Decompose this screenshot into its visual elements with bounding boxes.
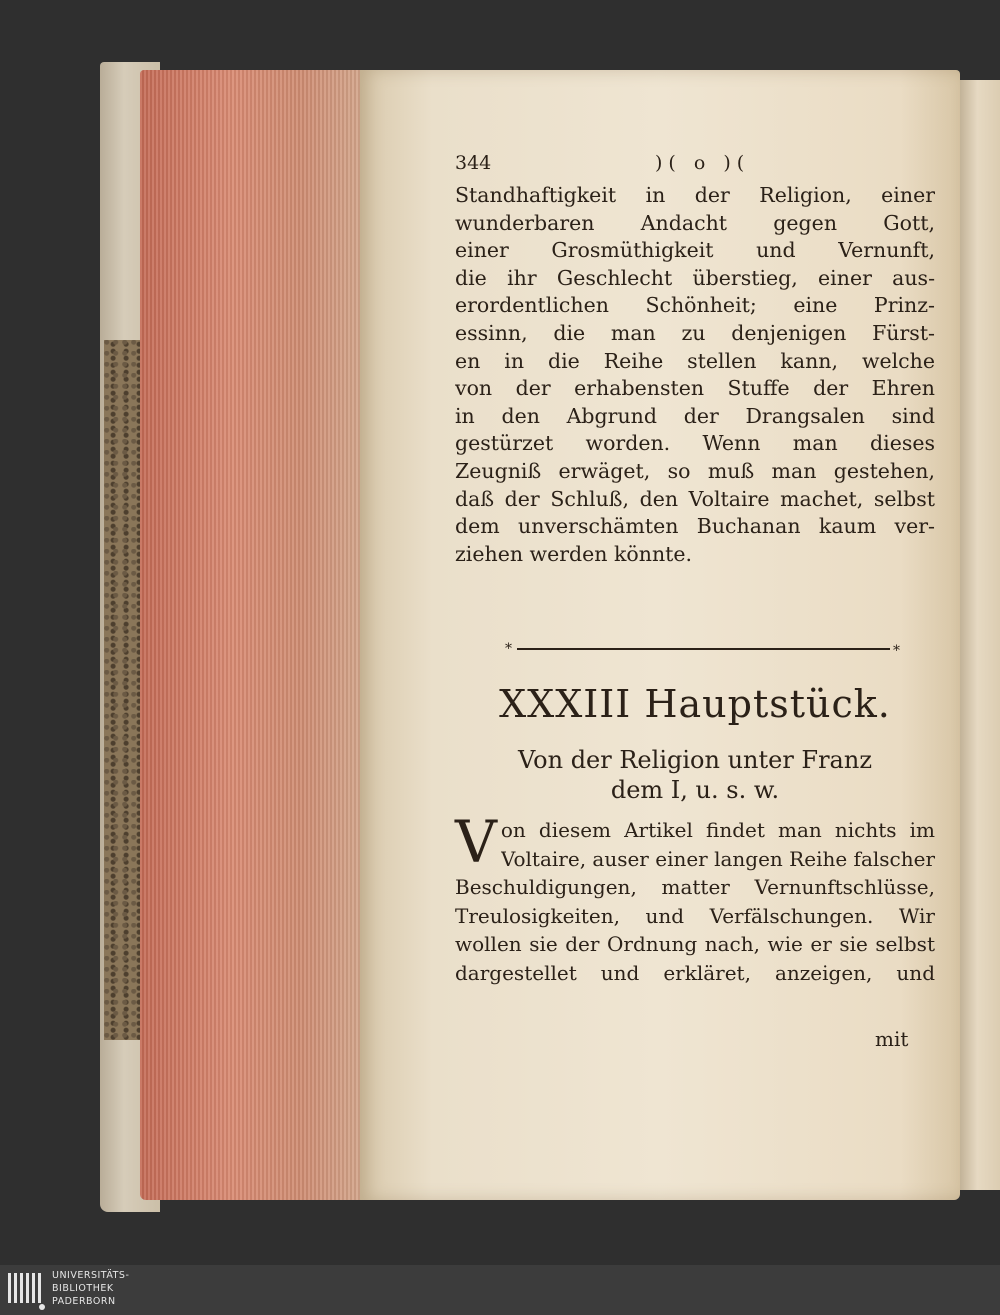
footer-bar [0, 1265, 1000, 1315]
text-line: wunderbaren Andacht gegen Gott, [455, 210, 935, 235]
catchword: mit [875, 1027, 909, 1051]
text-line: einer Grosmüthigkeit und Vernunft, [455, 238, 935, 263]
text-line: Voltaire, auser einer langen Reihe falscher [500, 846, 935, 871]
drop-cap: V [455, 808, 497, 876]
library-name-line: BIBLIOTHEK [52, 1283, 114, 1294]
text-line: von der erhabensten Stuffe der Ehren [455, 376, 935, 401]
library-name [52, 1269, 129, 1308]
page-number: 344 [455, 152, 492, 174]
library-logo-icon [6, 1269, 46, 1311]
library-name-line: PADERBORN [52, 1296, 116, 1307]
page-edges [140, 70, 370, 1200]
svg-text:*: * [505, 641, 512, 657]
text-line: Beschuldigungen, matter Vernunftschlüsse, [455, 875, 935, 899]
running-header [455, 152, 935, 182]
text-line: dargestellet und erkläret, anzeigen, und [455, 960, 935, 985]
text-line: on diesem Artikel findet man nichts im [500, 818, 935, 842]
text-line: in den Abgrund der Drangsalen sind [455, 403, 935, 428]
text-line: essinn, die man zu denjenigen Fürst- [455, 320, 935, 345]
text-line: wollen sie der Ordnung nach, wie er sie selbst [455, 932, 935, 956]
header-ornament: )( o )( [655, 152, 751, 174]
text-line: dem unverschämten Buchanan kaum ver- [455, 514, 935, 539]
library-name-line: UNIVERSITÄTS- [52, 1270, 130, 1281]
subtitle-line: dem I, u. s. w. [610, 776, 780, 804]
subtitle-line: Von der Religion unter Franz [518, 746, 872, 774]
text-line: daß der Schluß, den Voltaire machet, selbst [455, 486, 935, 511]
text-line: ziehen werden könnte. [455, 541, 693, 566]
chapter-title: XXXIII Hauptstück. [499, 682, 891, 726]
text-line: en in die Reihe stellen kann, welche [455, 348, 935, 373]
text-line: Zeugniß erwäget, so muß man gestehen, [455, 458, 935, 483]
facing-page-edge [955, 80, 1000, 1190]
text-line: die ihr Geschlecht überstieg, einer aus- [455, 265, 935, 290]
chapter-body [455, 808, 935, 987]
text-line: Treulosigkeiten, und Verfälschungen. Wir [455, 903, 935, 928]
marbled-cover [104, 340, 144, 1040]
chapter-subtitle [455, 745, 935, 805]
text-line: Standhaftigkeit in der Religion, einer [455, 183, 935, 207]
svg-text:*: * [893, 643, 900, 657]
section-divider [505, 641, 905, 657]
text-line: gestürzet worden. Wenn man dieses [455, 431, 935, 456]
text-line: erordentlichen Schönheit; eine Prinz- [455, 293, 935, 318]
page-text [455, 152, 935, 568]
